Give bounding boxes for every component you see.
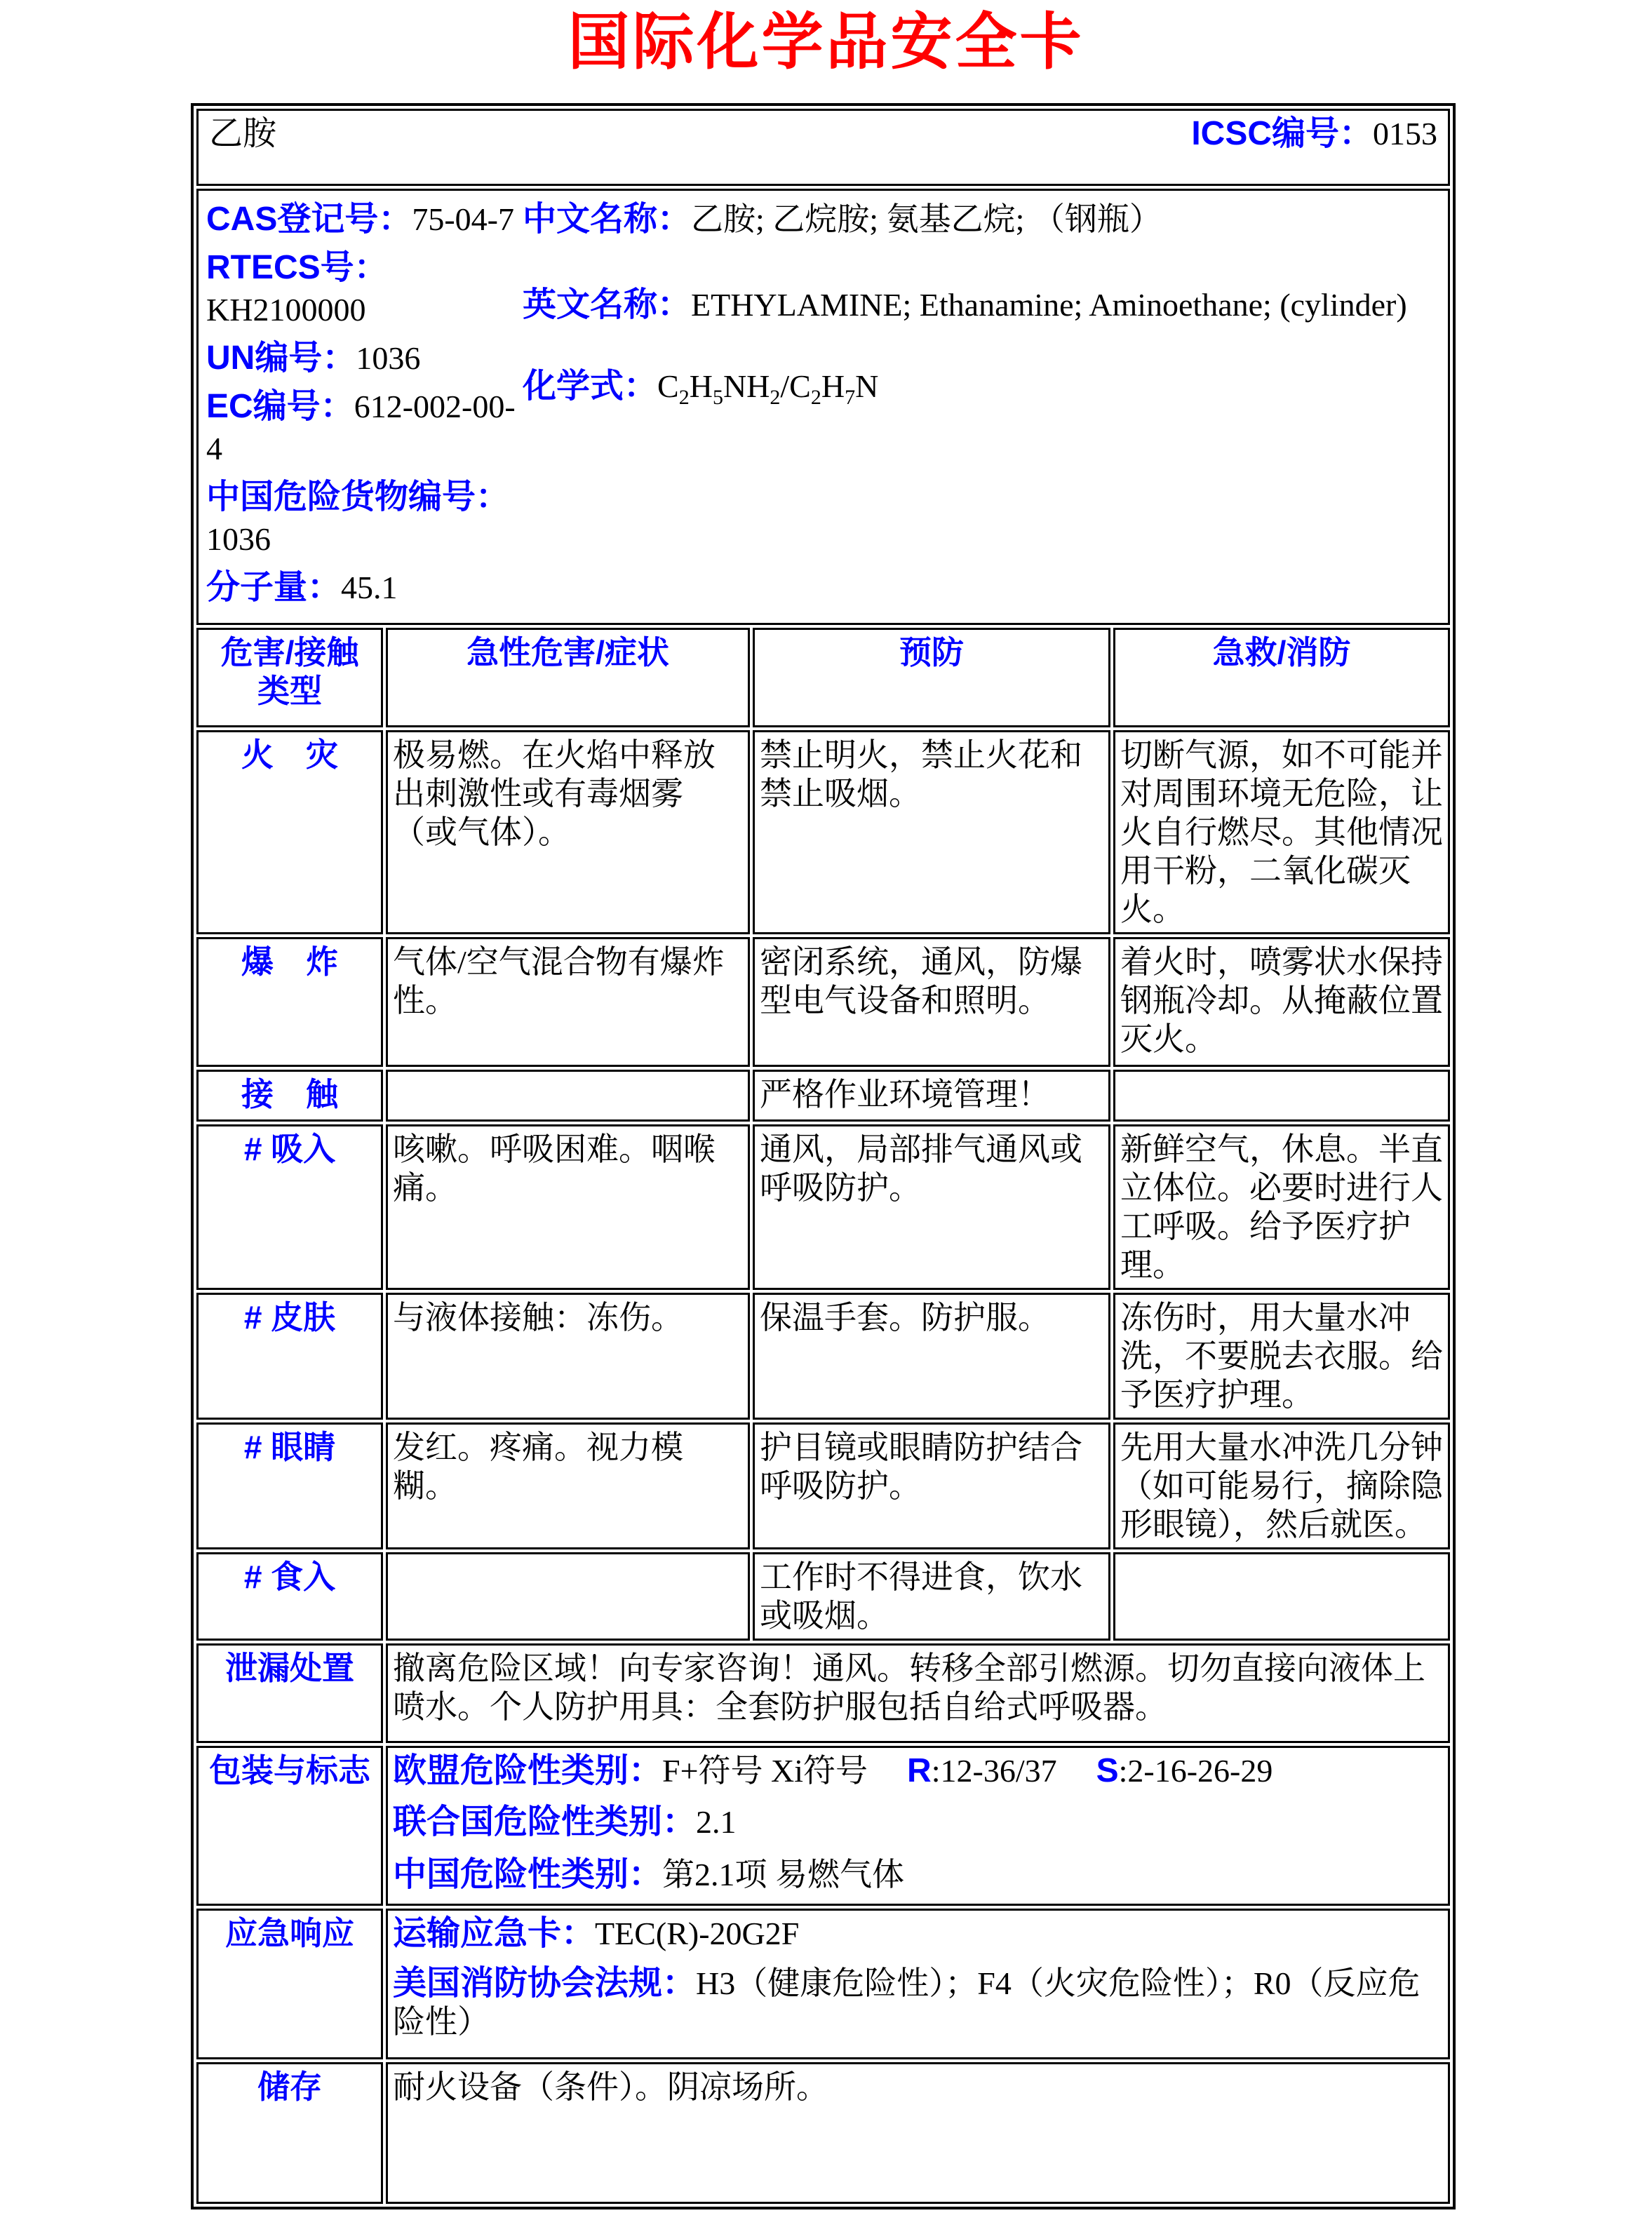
substance-header-cell [196,109,1450,186]
eyes-label: # 眼睛 [196,1422,383,1549]
inhalation-symptoms: 咳嗽。呼吸困难。咽喉痛。 [386,1124,750,1290]
skin-response: 冻伤时，用大量水冲洗，不要脱去衣服。给予医疗护理。 [1113,1293,1450,1420]
molecular-weight: 分子量：45.1 [206,568,398,606]
transport-emergency-card: 运输应急卡：TEC(R)-20G2F [393,1914,800,1952]
explosion-label: 爆 炸 [196,937,383,1067]
spill-label: 泄漏处置 [196,1643,383,1743]
fire-label: 火 灾 [196,730,383,934]
page-title: 国际化学品安全卡 [568,7,1084,76]
substance-name: 乙胺 [209,114,277,152]
storage-text: 耐火设备（条件）。阴凉场所。 [386,2062,1450,2204]
ingestion-label: # 食入 [196,1552,383,1641]
chinese-name: 中文名称：乙胺; 乙烷胺; 氨基乙烷; （钢瓶） [523,200,1162,238]
fire-symptoms: 极易燃。在火焰中释放出刺激性或有毒烟雾（或气体）。 [386,730,750,934]
identifiers-row [196,189,1450,625]
inhalation-prevention: 通风，局部排气通风或呼吸防护。 [753,1124,1110,1290]
un-number: UN编号：1036 [206,339,421,377]
contact-symptoms [386,1070,750,1122]
header-prevention: 预防 [753,628,1110,727]
storage-label: 储存 [196,2062,383,2204]
spill-text: 撤离危险区域！向专家咨询！通风。转移全部引燃源。切勿直接向液体上喷水。个人防护用具：全套防护服包括自给式呼吸器。 [386,1643,1450,1743]
spill-row [196,1643,1450,1743]
china-dangerous-goods-number: 中国危险货物编号：1036 [206,478,510,557]
icsc-number-group [1191,114,1437,153]
emergency-content [386,1909,1450,2059]
header-first-aid: 急救/消防 [1113,628,1450,727]
name-list [518,199,1440,615]
ingestion-response [1113,1552,1450,1641]
inhalation-label: # 吸入 [196,1124,383,1290]
packaging-content [386,1746,1450,1906]
hazard-row-skin [196,1293,1450,1420]
icsc-number-label: ICSC编号： [1191,114,1373,152]
hazard-row-explosion [196,937,1450,1067]
ec-number: EC编号：612-002-00-4 [206,387,516,466]
fire-prevention: 禁止明火，禁止火花和禁止吸烟。 [753,730,1110,934]
explosion-prevention: 密闭系统，通风，防爆型电气设备和照明。 [753,937,1110,1067]
hazard-row-eyes [196,1422,1450,1549]
rtecs-number: RTECS号：KH2100000 [206,248,388,328]
hazard-row-ingestion [196,1552,1450,1641]
inhalation-response: 新鲜空气，休息。半直立体位。必要时进行人工呼吸。给予医疗护理。 [1113,1124,1450,1290]
fire-response: 切断气源，如不可能并对周围环境无危险，让火自行燃尽。其他情况用干粉，二氧化碳灭火。 [1113,730,1450,934]
hazard-row-inhalation [196,1124,1450,1290]
eyes-symptoms: 发红。疼痛。视力模糊。 [386,1422,750,1549]
icsc-number-value: 0153 [1373,115,1437,152]
storage-row [196,2062,1450,2204]
contact-prevention: 严格作业环境管理！ [753,1070,1110,1122]
nfpa-code: 美国消防协会法规：H3（健康危险性）；F4（火灾危险性）；R0（反应危险性） [393,1964,1421,2040]
chemical-formula: 化学式：$C_2H_5NH_2/C_2H_7N$ [523,367,879,409]
china-hazard-class: 中国危险性类别：第2.1项 易燃气体 [393,1855,905,1893]
packaging-label: 包装与标志 [196,1746,383,1906]
explosion-symptoms: 气体/空气混合物有爆炸性。 [386,937,750,1067]
ingestion-symptoms [386,1552,750,1641]
icsc-card-table [191,103,1456,2209]
cas-number: CAS登记号：75-04-7 [206,200,514,238]
header-acute-hazards: 急性危害/症状 [386,628,750,727]
hazard-row-contact [196,1070,1450,1122]
packaging-row [196,1746,1450,1906]
contact-label: 接 触 [196,1070,383,1122]
substance-header-row [196,109,1450,186]
identifier-list [206,199,518,615]
un-hazard-class: 联合国危险性类别：2.1 [393,1803,737,1841]
hazard-header-row [196,628,1450,727]
eyes-response: 先用大量水冲洗几分钟（如可能易行，摘除隐形眼镜），然后就医。 [1113,1422,1450,1549]
header-hazard-type: 危害/接触 类型 [196,628,383,727]
skin-label: # 皮肤 [196,1293,383,1420]
english-name: 英文名称：ETHYLAMINE; Ethanamine; Aminoethane; (cylinder) [523,285,1407,323]
eu-hazard-class: 欧盟危险性类别：F+符号 Xi符号 R:12-36/37 S:2-16-26-29 [393,1751,1273,1789]
contact-response [1113,1070,1450,1122]
emergency-label: 应急响应 [196,1909,383,2059]
ingestion-prevention: 工作时不得进食，饮水或吸烟。 [753,1552,1110,1641]
emergency-row [196,1909,1450,2059]
hazard-row-fire [196,730,1450,934]
skin-prevention: 保温手套。防护服。 [753,1293,1110,1420]
skin-symptoms: 与液体接触：冻伤。 [386,1293,750,1420]
explosion-response: 着火时，喷雾状水保持钢瓶冷却。从掩蔽位置灭火。 [1113,937,1450,1067]
eyes-prevention: 护目镜或眼睛防护结合呼吸防护。 [753,1422,1110,1549]
identifiers-cell [196,189,1450,625]
